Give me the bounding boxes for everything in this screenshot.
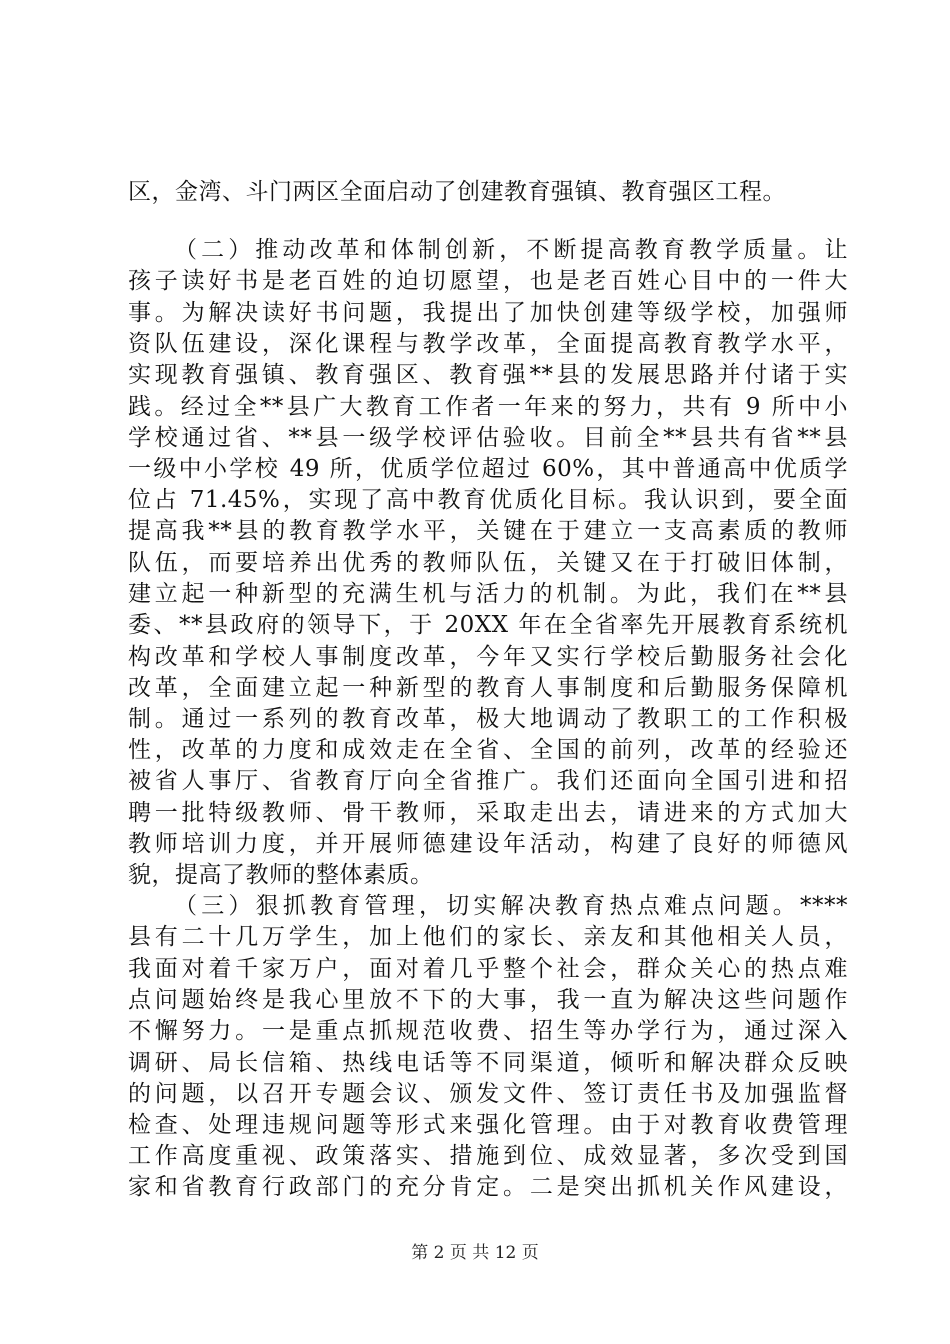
page-number-footer: 第 2 页 共 12 页 — [411, 1243, 539, 1263]
text-line: 教师培训力度，并开展师德建设年活动，构建了良好的师德风 — [128, 831, 848, 857]
text-line: 貌，提高了教师的整体素质。 — [128, 862, 434, 888]
text-line: 事。为解决读好书问题，我提出了加快创建等级学校，加强师 — [128, 300, 848, 326]
text-line: 调研、局长信箱、热线电话等不同渠道，倾听和解决群众反映 — [128, 1050, 848, 1076]
text-line: 的问题，以召开专题会议、颁发文件、签订责任书及加强监督 — [128, 1081, 848, 1107]
text-line: 改革，全面建立起一种新型的教育人事制度和后勤服务保障机 — [128, 675, 848, 701]
text-line: 孩子读好书是老百姓的迫切愿望，也是老百姓心目中的一件大 — [128, 268, 848, 294]
text-line: 检查、处理违规问题等形式来强化管理。由于对教育收费管理 — [128, 1112, 848, 1138]
text-line: 一级中小学校 49 所，优质学位超过 60%，其中普通高中优质学 — [128, 456, 848, 482]
text-line: 我面对着千家万户，面对着几乎整个社会，群众关心的热点难 — [128, 956, 848, 982]
text-line: 实现教育强镇、教育强区、教育强**县的发展思路并付诸于实 — [128, 362, 848, 388]
text-line: 提高我**县的教育教学水平，关键在于建立一支高素质的教师 — [128, 518, 848, 544]
text-line: 区，金湾、斗门两区全面启动了创建教育强镇、教育强区工程。 — [128, 179, 786, 205]
text-line: 建立起一种新型的充满生机与活力的机制。为此，我们在**县 — [128, 581, 848, 607]
text-line: 资队伍建设，深化课程与教学改革，全面提高教育教学水平， — [128, 331, 848, 357]
paragraph-first-line: （三）狠抓教育管理，切实解决教育热点难点问题。**** — [174, 893, 848, 919]
text-line: 被省人事厅、省教育厅向全省推广。我们还面向全国引进和招 — [128, 768, 848, 794]
text-line: 不懈努力。一是重点抓规范收费、招生等办学行为，通过深入 — [128, 1018, 848, 1044]
text-line: 学校通过省、**县一级学校评估验收。目前全**县共有省**县 — [128, 425, 848, 451]
text-line: 家和省教育行政部门的充分肯定。二是突出抓机关作风建设， — [128, 1174, 848, 1200]
text-line: 点问题始终是我心里放不下的大事，我一直为解决这些问题作 — [128, 987, 848, 1013]
text-line: 聘一批特级教师、骨干教师，采取走出去，请进来的方式加大 — [128, 800, 848, 826]
paragraph-first-line: （二）推动改革和体制创新，不断提高教育教学质量。让 — [174, 237, 848, 263]
text-line: 位占 71.45%，实现了高中教育优质化目标。我认识到，要全面 — [128, 487, 848, 513]
text-line: 构改革和学校人事制度改革，今年又实行学校后勤服务社会化 — [128, 644, 848, 670]
text-line: 制。通过一系列的教育改革，极大地调动了教职工的工作积极 — [128, 706, 848, 732]
text-line: 践。经过全**县广大教育工作者一年来的努力，共有 9 所中小 — [128, 394, 848, 420]
text-line: 县有二十几万学生，加上他们的家长、亲友和其他相关人员， — [128, 924, 848, 950]
text-line: 工作高度重视、政策落实、措施到位、成效显著，多次受到国 — [128, 1143, 848, 1169]
text-line: 委、**县政府的领导下，于 20XX 年在全省率先开展教育系统机 — [128, 612, 848, 638]
text-line: 队伍，而要培养出优秀的教师队伍，关键又在于打破旧体制， — [128, 550, 848, 576]
text-line: 性，改革的力度和成效走在全省、全国的前列，改革的经验还 — [128, 737, 848, 763]
